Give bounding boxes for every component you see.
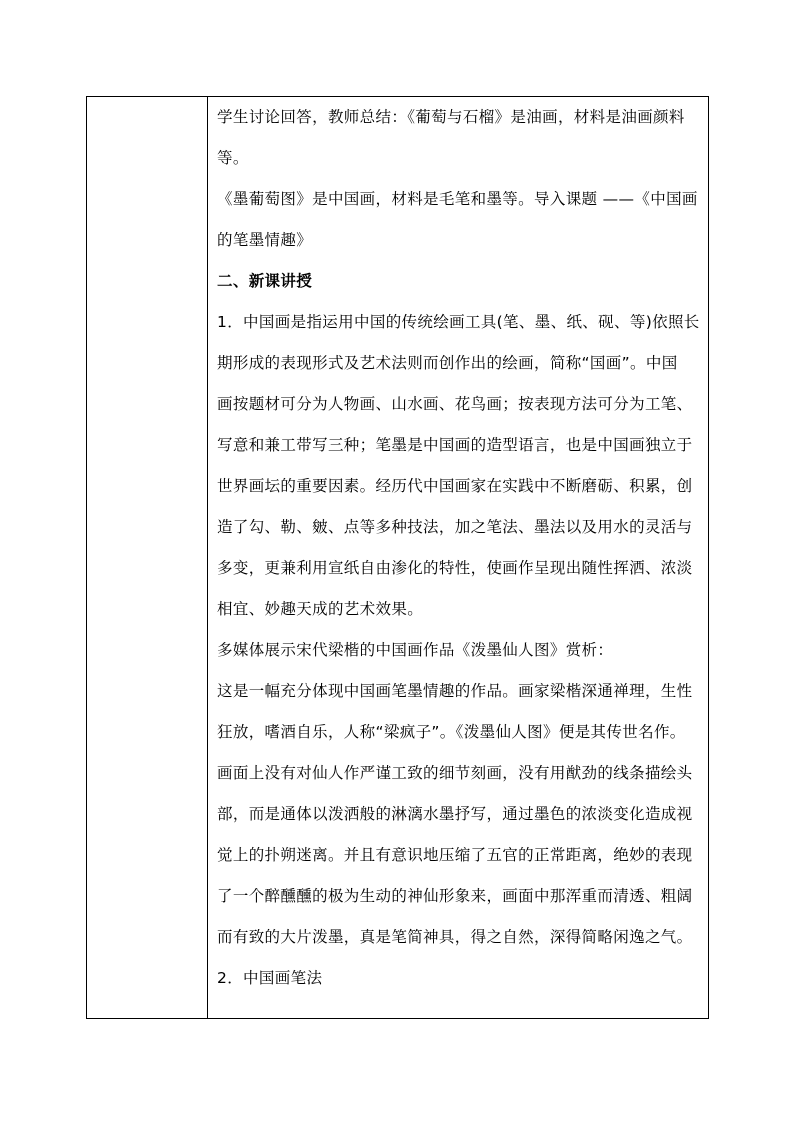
text-line: 《墨葡萄图》是中国画，材料是毛笔和墨等。导入课题 ——《中国画 [217,190,698,208]
text-line: 2．中国画笔法 [217,969,323,987]
text-line: 了一个醉醺醺的极为生动的神仙形象来，画面中那浑重而清透、粗阔 [217,887,693,905]
text-line: 1．中国画是指运用中国的传统绘画工具(笔、墨、纸、砚、等)依照长 [217,313,700,331]
text-line: 的笔墨情趣》 [217,231,313,249]
table-left-cell [87,97,208,1018]
text-line: 相宜、妙趣天成的艺术效果。 [217,600,424,618]
text-line: 期形成的表现形式及艺术法则而创作出的绘画，简称“国画”。中国 [217,354,678,372]
text-line: 这是一幅充分体现中国画笔墨情趣的作品。画家梁楷深通禅理，生性 [217,682,693,700]
text-line: 世界画坛的重要因素。经历代中国画家在实践中不断磨砺、积累，创 [217,477,693,495]
text-line: 部，而是通体以泼洒般的淋漓水墨抒写，通过墨色的浓淡变化造成视 [217,805,693,823]
text-line: 写意和兼工带写三种；笔墨是中国画的造型语言，也是中国画独立于 [217,436,693,454]
text-line: 而有致的大片泼墨，真是笔简神具，得之自然，深得简略闲逸之气。 [217,928,693,946]
text-line: 造了勾、勒、皴、点等多种技法，加之笔法、墨法以及用水的灵活与 [217,518,693,536]
text-line: 多媒体展示宋代梁楷的中国画作品《泼墨仙人图》赏析： [217,641,614,659]
section-heading: 二、新课讲授 [217,272,313,290]
text-line: 狂放，嗜酒自乐，人称“梁疯子”。《泼墨仙人图》便是其传世名作。 [217,723,686,741]
text-line: 等。 [217,149,249,167]
table-content-cell [208,97,708,1018]
text-line: 觉上的扑朔迷离。并且有意识地压缩了五官的正常距离，绝妙的表现 [217,846,693,864]
text-line: 画按题材可分为人物画、山水画、花鸟画；按表现方法可分为工笔、 [217,395,693,413]
lesson-table [86,96,709,1019]
text-line: 画面上没有对仙人作严谨工致的细节刻画，没有用猷劲的线条描绘头 [217,764,693,782]
text-line: 多变，更兼利用宣纸自由渗化的特性，使画作呈现出随性挥洒、浓淡 [217,559,693,577]
text-line: 学生讨论回答，教师总结：《葡萄与石榴》是油画，材料是油画颜料 [217,108,685,126]
